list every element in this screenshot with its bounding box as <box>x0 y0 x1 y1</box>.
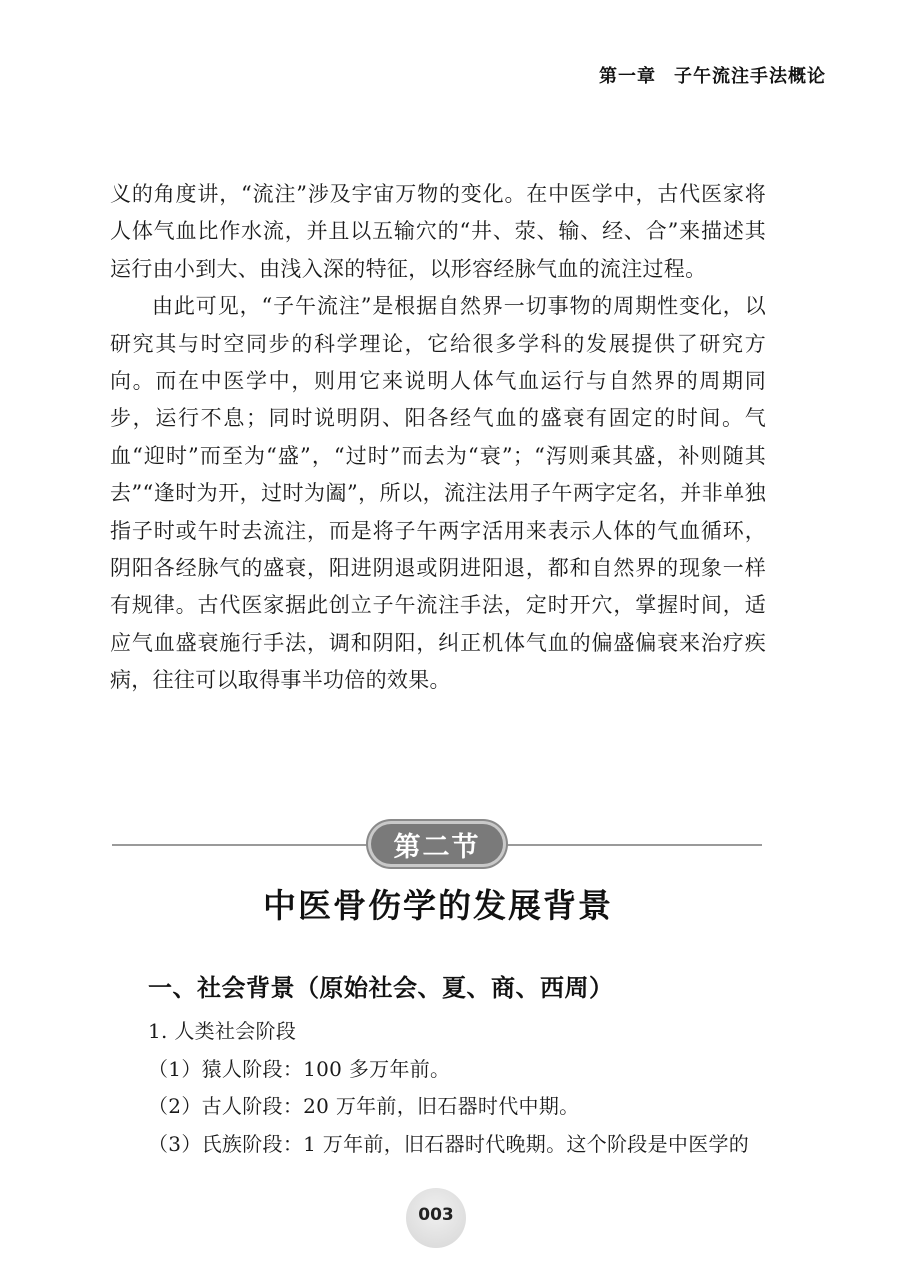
list <box>148 1013 768 1163</box>
section-divider-left <box>112 844 368 846</box>
section-title: 中医骨伤学的发展背景 <box>263 886 613 925</box>
running-header <box>599 62 826 88</box>
list-item: （2）古人阶段：20 万年前，旧石器时代中期。 <box>148 1094 580 1118</box>
list-item: 1. 人类社会阶段 <box>148 1019 297 1043</box>
list-item: （3）氏族阶段：1 万年前，旧石器时代晚期。这个阶段是中医学的 <box>148 1131 750 1156</box>
body-text <box>110 176 766 700</box>
chapter-number: 第一章 <box>599 66 656 87</box>
list-item: （1）猿人阶段：100 多万年前。 <box>148 1056 451 1081</box>
subheading: 一、社会背景（原始社会、夏、商、西周） <box>148 974 614 1002</box>
paragraph: 由此可见，“子午流注”是根据自然界一切事物的周期性变化，以研究其与时空同步的科学理论，它给很多学科的发展提供了研究方向。而在中医学中，则用它来说明人体气血运行与自然界的周期同步，运行不息；同时说明阴、阳各经气血的盛衰有固定的时间。气血“迎时”而至为“盛”，“过时”而去为“衰”；“泻则乘其盛，补则随其去”“逢时为开，过时为阖”，所以，流注法用子午两字定名，并非单独指子时或午时去流注，而是将子午两字活用来表示人体的气血循环，阴阳各经脉气的盛衰，阳进阴退或阴进阳退，都和自然界的现象一样有规律。古代医家据此创立子午流注手法，定时开穴，掌握时间，适应气血盛衰施行手法，调和阴阳，纠正机体气血的偏盛偏衰来治疗疾病，往往可以取得事半功倍的效果。 <box>110 294 766 693</box>
chapter-title: 子午流注手法概论 <box>674 66 826 87</box>
section-divider-right <box>506 844 762 846</box>
section-badge: 第二节 <box>368 821 506 867</box>
paragraph: 义的角度讲，“流注”涉及宇宙万物的变化。在中医学中，古代医家将人体气血比作水流，并且以五输穴的“井、荥、输、经、合”来描述其运行由小到大、由浅入深的特征，以形容经脉气血的流注过程。 <box>110 182 766 281</box>
page-number: 003 <box>418 1205 454 1225</box>
